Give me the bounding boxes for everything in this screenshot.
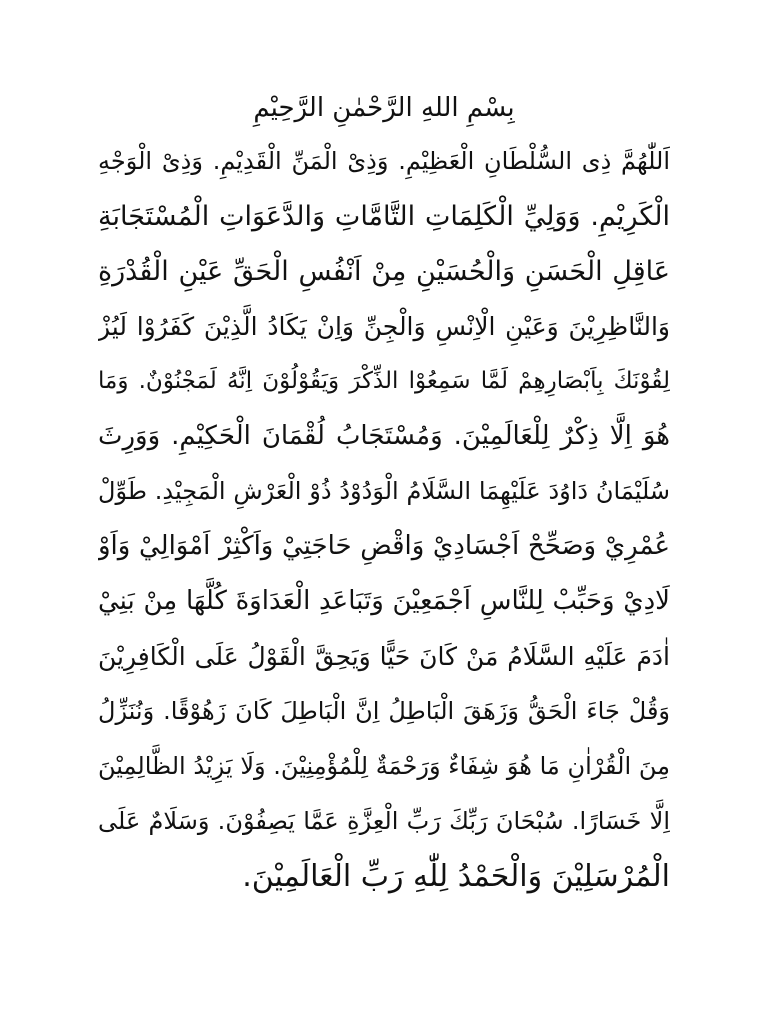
text-line-final: الْمُرْسَلِيْنَ وَالْحَمْدُ لِلّٰهِ رَبِّ الْعَالَمِيْنَ. [242, 859, 670, 894]
text-line: وَقُلْ جَاءَ الْحَقُّ وَزَهَقَ الْبَاطِلُ اِنَّ الْبَاطِلَ كَانَ زَهُوْقًا. وَنُنَزِّلُ [98, 697, 670, 725]
text-line: اَللّٰهُمَّ ذِى السُّلْطَانِ الْعَظِيْمِ. وَذِىْ الْمَنِّ الْقَدِيْمِ. وَذِىْ الْوَجْهِ [98, 147, 670, 175]
text-line: اِلَّا خَسَارًا. سُبْحَانَ رَبِّكَ رَبِّ الْعِزَّةِ عَمَّا يَصِفُوْنَ. وَسَلَامٌ عَلَى [98, 807, 670, 835]
basmala-heading: بِسْمِ اللهِ الرَّحْمٰنِ الرَّحِيْمِ [253, 93, 515, 123]
text-line: لِقُوْنَكَ بِاَبْصَارِهِمْ لَمَّا سَمِعُوْا الذِّكْرَ وَيَقُوْلُوْنَ اِنَّهُ لَمَجْنُوْنٌ. وَمَا [98, 368, 670, 394]
text-line: الْكَرِيْمِ. وَوَلِيِّ الْكَلِمَاتِ التَّامَّاتِ وَالدَّعَوَاتِ الْمُسْتَجَابَةِ [98, 201, 670, 232]
text-line: لَادِيْ وَحَبِّبْ لِلنَّاسِ اَجْمَعِيْنَ وَتَبَاعَدِ الْعَدَاوَةَ كُلَّهَا مِنْ بَنِيْ [98, 586, 670, 616]
text-line: سُلَيْمَانُ دَاوُدَ عَلَيْهِمَا السَّلَامُ الْوَدُوْدُ ذُوْ الْعَرْشِ الْمَجِيْدِ. طَوِّلْ [98, 477, 670, 505]
text-line: مِنَ الْقُرْاٰنِ مَا هُوَ شِفَاءٌ وَرَحْمَةٌ لِلْمُؤْمِنِيْنَ. وَلَا يَزِيْدُ الظَّالِمِيْنَ [98, 752, 670, 780]
text-line: عَاقِلِ الْحَسَنِ وَالْحُسَيْنِ مِنْ اَنْفُسِ الْحَقِّ عَيْنِ الْقُدْرَةِ [98, 256, 670, 287]
text-line: عُمْرِيْ وَصَحِّحْ اَجْسَادِيْ وَاقْضِ حَاجَتِيْ وَاَكْثِرْ اَمْوَالِيْ وَاَوْ [98, 531, 670, 561]
prayer-text-body [98, 134, 670, 904]
text-line: اٰدَمَ عَلَيْهِ السَّلَامُ مَنْ كَانَ حَيًّا وَيَحِقَّ الْقَوْلُ عَلَى الْكَافِرِيْنَ [98, 642, 670, 671]
text-line: وَالنَّاظِرِيْنَ وَعَيْنِ الْاِنْسِ وَالْجِنِّ وَاِنْ يَكَادُ الَّذِيْنَ كَفَرُوْا لَيُزْ [98, 312, 670, 341]
text-line: هُوَ اِلَّا ذِكْرٌ لِلْعَالَمِيْنَ. وَمُسْتَجَابُ لُقْمَانَ الْحَكِيْمِ. وَوَرِثَ [98, 421, 670, 451]
